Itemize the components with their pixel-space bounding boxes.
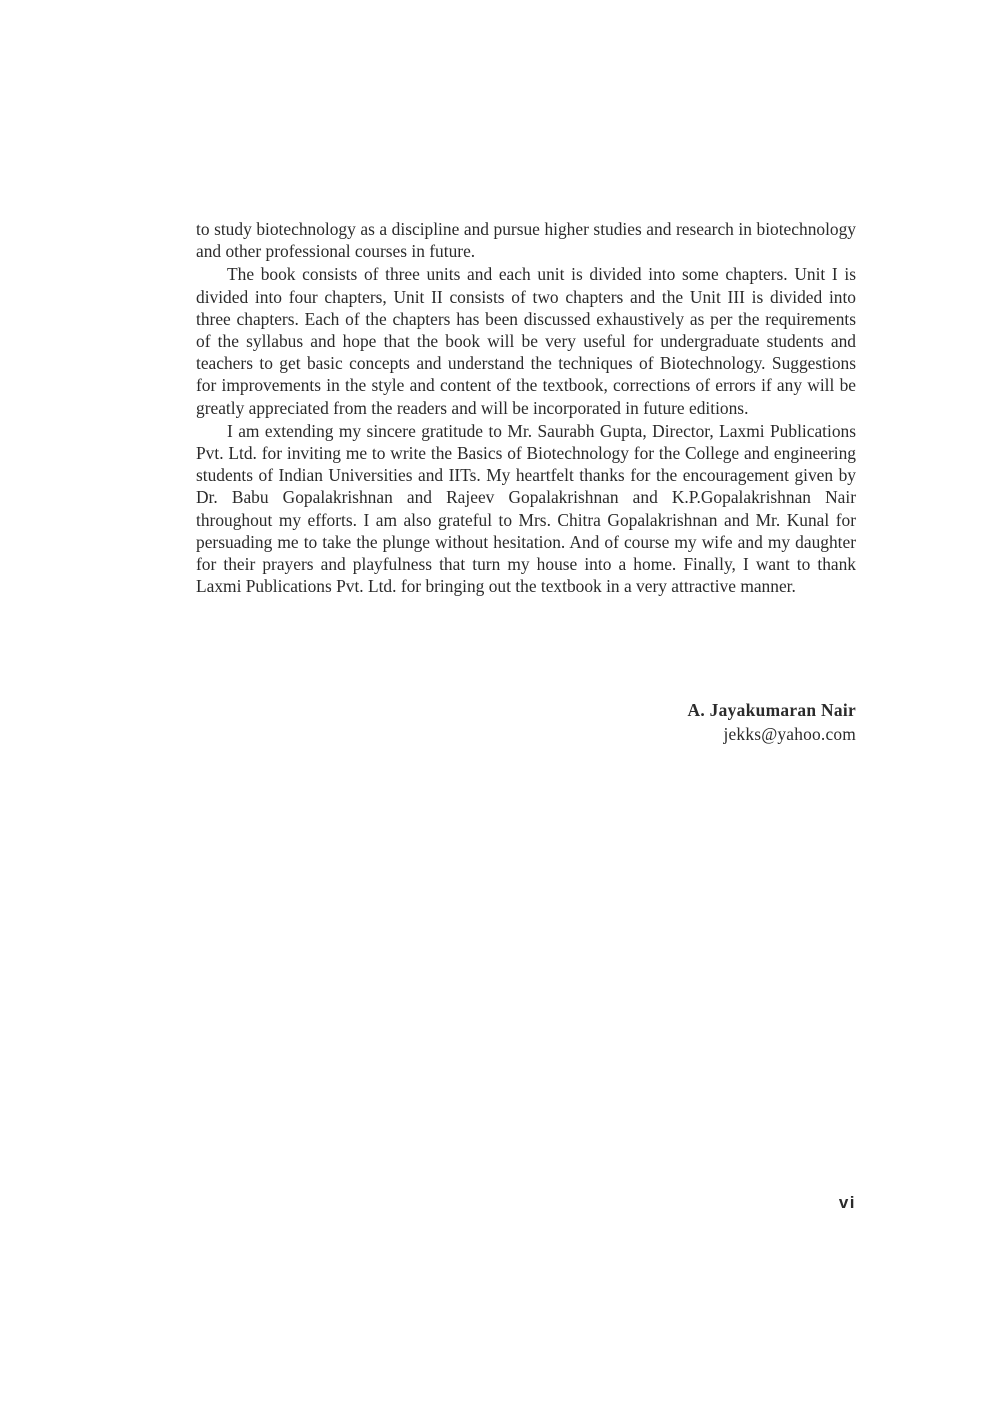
preface-body: [196, 218, 856, 598]
paragraph-book-structure: The book consists of three units and each unit is divided into some chapters. Unit I is divided into four chapters, Unit II consists of two chapters and the Unit III is divided into three chapters. Each of the chapters has been discussed exhaustively as per the requirements of the syllabus and hope that the book will be very useful for undergraduate students and teachers to get basic concepts and understand the techniques of Biotechnology. Suggestions for improvements in the style and content of the textbook, corrections of errors if any will be greatly appreciated from the readers and will be incorporated in future editions.: [196, 264, 856, 418]
page-number: vi: [838, 1193, 856, 1212]
author-email: jekks@yahoo.com: [723, 724, 856, 744]
author-name: A. Jayakumaran Nair: [687, 700, 856, 720]
paragraph-continuation: to study biotechnology as a discipline and pursue higher studies and research in biotechnology and other professional courses in future.: [196, 219, 856, 262]
paragraph-acknowledgements: I am extending my sincere gratitude to Mr. Saurabh Gupta, Director, Laxmi Publications Pvt. Ltd. for inviting me to write the Basics of Biotechnology for the College and engineering students of Indian Universities and IITs. My heartfelt thanks for the encouragement given by Dr. Babu Gopalakrishnan and Rajeev Gopalakrishnan and K.P.Gopalakrishnan Nair throughout my efforts. I am also grateful to Mrs. Chitra Gopalakrishnan and Mr. Kunal for persuading me to take the plunge without hesitation. And of course my wife and my daughter for their prayers and playfulness that turn my house into a home. Finally, I want to thank Laxmi Publications Pvt. Ltd. for bringing out the textbook in a very attractive manner.: [196, 420, 856, 597]
signature-block: [688, 698, 857, 746]
